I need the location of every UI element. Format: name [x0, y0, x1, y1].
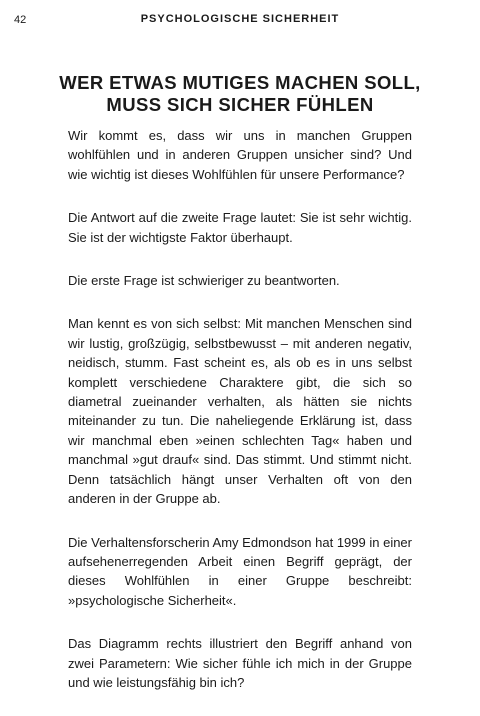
paragraph: Man kennt es von sich selbst: Mit manchen Menschen sind wir lustig, großzügig, selbstbewusst – mit anderen negativ, neidisch, stumm. Fast scheint es, als ob es in uns selbst komplett verschiedene Charaktere gibt, die sich so diametral zueinander verhalten, als hätten sie nichts miteinander zu tun. Die naheliegende Erklärung ist, dass wir manchmal eben »einen schlechten Tag« haben und manchmal »gut drauf« sind. Das stimmt. Und stimmt nicht. Denn tatsächlich hängt unser Verhalten oft von den anderen in der Gruppe ab. [68, 316, 412, 507]
chapter-title [40, 72, 440, 116]
chapter-title-line-2: MUSS SICH SICHER FÜHLEN [106, 94, 374, 115]
paragraph: Die Antwort auf die zweite Frage lautet: Sie ist sehr wichtig. Sie ist der wichtigste Faktor überhaupt. [68, 210, 412, 245]
body-text [68, 126, 412, 716]
paragraph: Wir kommt es, dass wir uns in manchen Gruppen wohlfühlen und in anderen Gruppen unsicher sind? Und wie wichtig ist dieses Wohlfühlen für unsere Performance? [68, 128, 412, 182]
page-number: 42 [14, 14, 27, 26]
paragraph: Das Diagramm rechts illustriert den Begriff anhand von zwei Parametern: Wie sicher fühle ich mich in der Gruppe und wie leistungsfähig bin ich? [68, 636, 412, 690]
chapter-title-line-1: WER ETWAS MUTIGES MACHEN SOLL, [59, 72, 421, 93]
paragraph: Die Verhaltensforscherin Amy Edmondson hat 1999 in einer aufsehenerregenden Arbeit einen Begriff geprägt, der dieses Wohlfühlen in einer Gruppe beschreibt: »psychologische Sicherheit«. [68, 534, 412, 608]
running-head: PSYCHOLOGISCHE SICHERHEIT [140, 13, 340, 25]
paragraph: Die erste Frage ist schwieriger zu beantworten. [68, 273, 340, 289]
